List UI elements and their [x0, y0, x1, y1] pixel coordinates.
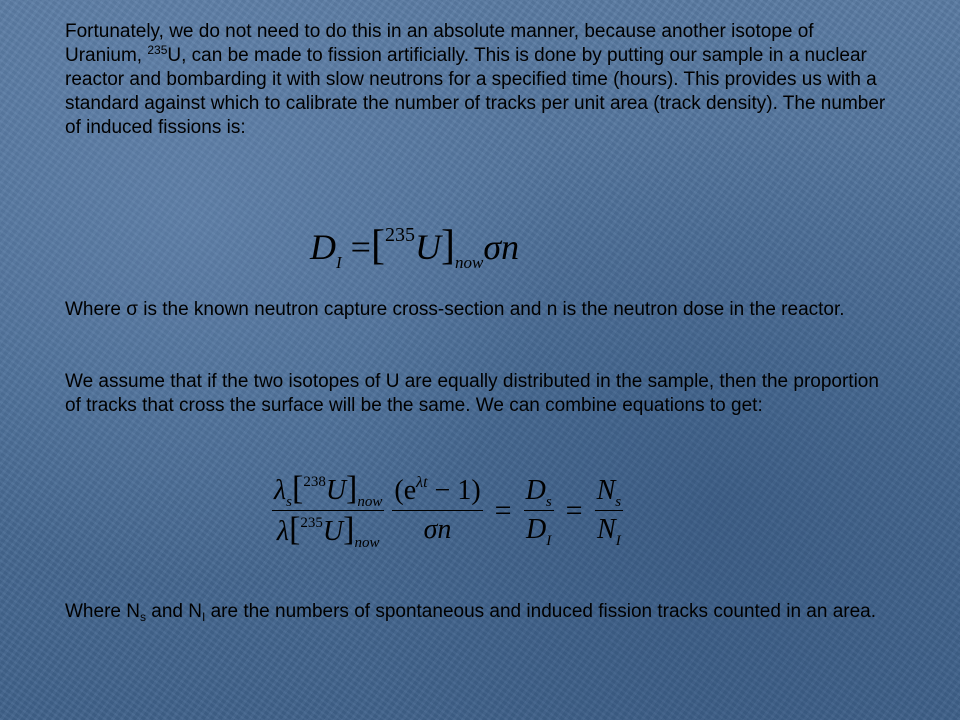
para4-text-a: Where N [65, 601, 140, 622]
eq2-lambda-s: λ [274, 475, 287, 506]
eq1-close-bracket: ] [440, 223, 455, 269]
eq2-d-s: D [525, 475, 546, 506]
eq2-d-denominator [524, 511, 554, 549]
eq2-equals-2: = [565, 493, 583, 527]
eq2-n-numerator [595, 472, 624, 511]
eq1-isotope: 235 [384, 224, 415, 246]
eq2-sub-now-238: now [357, 494, 383, 510]
para4-sub-s: s [139, 610, 146, 624]
isotope-superscript: 235 [147, 43, 168, 57]
eq2-element-238: U [325, 475, 347, 506]
eq2-n-fraction [595, 472, 624, 549]
para4-text-b: and N [145, 601, 202, 622]
eq2-ratio-denominator [272, 511, 384, 551]
eq2-d-fraction [524, 472, 554, 549]
eq1-n: n [501, 227, 520, 267]
paragraph-induced-fission [65, 20, 895, 140]
eq2-close-bracket-238: ] [346, 470, 358, 507]
para1-text-a: Fortunately, we do not need to do this in an absolute manner, because another isotope of Uranium, [65, 21, 814, 66]
eq2-isotope-235: 235 [300, 515, 323, 531]
eq2-d-numerator [524, 472, 554, 511]
equation-induced-fissions [310, 222, 519, 272]
eq2-close-bracket-235: ] [343, 511, 355, 548]
eq1-sigma: σ [483, 227, 502, 267]
eq2-equals-1: = [494, 493, 512, 527]
eq2-decay-fraction [392, 472, 482, 549]
para1-text-b: U, can be made to fission artificially. This is done by putting our sample in a nuclear reactor and bombarding it with slow neutrons for a specified time (hours). This provides us with a standard against which to calibrate the number of tracks per unit area (track density). The number of induced fissions is: [65, 45, 886, 138]
para4-sub-i: I [201, 610, 206, 624]
eq2-decay-numerator [392, 472, 482, 511]
eq2-ratio-numerator [272, 470, 384, 511]
eq2-isotope-238: 238 [303, 474, 326, 490]
equation-combined [268, 470, 627, 551]
eq2-open-bracket-235: [ [289, 511, 301, 548]
eq2-d-i: D [526, 514, 547, 545]
eq2-exp-open: (e [394, 475, 417, 506]
eq2-sigma: σ [423, 514, 438, 545]
paragraph-track-counts [65, 600, 895, 624]
eq2-decay-denominator [392, 511, 482, 549]
eq2-exp-close: − 1) [427, 475, 481, 506]
eq2-n-denominator [595, 511, 624, 549]
eq2-n: n [437, 514, 452, 545]
eq2-n-sub-i: I [615, 533, 621, 549]
eq1-element: U [414, 227, 441, 267]
eq1-equals: = [350, 227, 371, 267]
eq2-d-sub-i: I [546, 533, 552, 549]
paragraph-sigma-definition: Where σ is the known neutron capture cross-section and n is the neutron dose in the reactor. [65, 299, 845, 320]
eq2-ratio-fraction [272, 470, 384, 551]
eq2-n-sub-s: s [615, 494, 622, 510]
para4-text-c: are the numbers of spontaneous and induced fission tracks counted in an area. [205, 601, 877, 622]
eq2-sub-now-235: now [354, 535, 380, 551]
eq2-lambda: λ [276, 516, 290, 547]
eq2-exp-sup: λt [416, 474, 428, 491]
eq2-lambda-sub: s [286, 494, 292, 510]
eq2-open-bracket-238: [ [291, 470, 304, 507]
eq2-d-sub-s: s [545, 494, 552, 510]
eq1-sub-now: now [454, 253, 484, 272]
eq1-lhs: D [310, 227, 336, 267]
eq1-open-bracket: [ [370, 223, 385, 269]
eq2-element-235: U [322, 516, 344, 547]
eq1-lhs-sub: I [336, 253, 342, 272]
eq2-n-s: N [596, 475, 616, 506]
eq2-n-i: N [597, 514, 616, 545]
paragraph-assumption: We assume that if the two isotopes of U are equally distributed in the sample, then the proportion of tracks that cross the surface will be the same. We can combine equations to get: [65, 371, 879, 416]
